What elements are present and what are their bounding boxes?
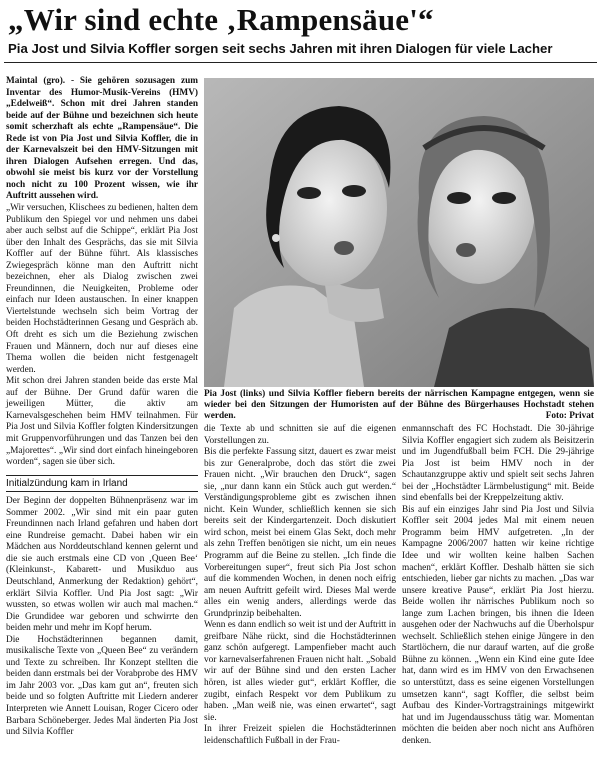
column-2 bbox=[204, 424, 396, 747]
article-photo bbox=[204, 78, 594, 387]
paragraph: In ihrer Freizeit spielen die Hochstädterinnen leidenschaftlich Fußball in der Frau- bbox=[204, 724, 396, 746]
column-1 bbox=[6, 76, 198, 739]
paragraph: Bis auf ein einziges Jahr sind Pia Jost und Silvia Koffler seit 2004 jedes Mal mit einem neuen Programm beim HMV aufgetreten. „In der Kampagne 2006/2007 hatten wir keine richtige Idee und wir wollten keine halben Sachen machen“, erklärt Koffler. Deshalb hätten sie sich entschieden, lieber gar nichts zu machen. „Das war unsere kreative Pause“, erklärt Pia Jost hierzu. Beide wollen ihr närrisches Publikum noch so lange zum Lachen bringen, bis ihnen die Ideen ausgehen oder der Nachwuchs auf die Überholspur wechselt. Schließlich stehen einige Jüngere in den Startlöchern, die nur darauf warten, auf die große Bühne zu können. „Wenn ein Kind eine gute Idee hat, dann wird es im HMV von den Erwachsenen so unterstützt, dass es seine eigenen Vorstellungen umsetzen kann“, sagt Koffler, die selbst beim Aufbau des Kinder-Vortragstrainings mitgewirkt hat und im Jugendausschuss tätig war. Momentan möchten die beiden aber noch nicht ans Aufhören denken. bbox=[402, 504, 594, 746]
paragraph: die Texte ab und schnitten sie auf die eigenen Vorstellungen zu. bbox=[204, 424, 396, 446]
header-rule bbox=[4, 62, 597, 63]
paragraph: Die Hochstädterinnen begannen damit, musikalische Texte von „Queen Bee“ zu verändern und Texte zu schreiben. Ihr Konzept stellten die beiden dann erstmals bei der Vorabprobe des HMV im Jahr 2003 vor. „Das kam gut an“, freuten sich beide und so folgten Auftritte mit Liedern anderer Interpreten wie Annett Louisan, Roger Cicero oder Barbara Schöneberger. Jedes Mal änderten Pia Jost und Silvia Koffler bbox=[6, 634, 198, 738]
paragraph: Wenn es dann endlich so weit ist und der Auftritt in greifbare Nähe rückt, sind die Hochstädterinnen ganz schön aufgeregt. Lampenfieber macht auch vor karnevalserfahrenen Frauen nicht halt. „Sobald wir auf der Bühne sind und den ersten Lacher hören, ist alles wieder gut“, erklärt Koffler, die zugibt, einfach Respekt vor dem Publikum zu haben. „Man weiß nie, was einen erwartet“, sagt sie. bbox=[204, 620, 396, 723]
paragraph: Bis die perfekte Fassung sitzt, dauert es zwar meist bis zur Generalprobe, doch das stört die zwei Frauen nicht. „Wir brauchen den Druck“, sagen sie, „nur dann kann ein Stück auch gut werden.“ Verständigungsprobleme gibt es zwischen ihnen nicht. Kein Wunder, schließlich kennen sie sich bereits seit der Kindergartenzeit. Doch diskutiert wird schon, meist bei einem Glas Sekt, doch mehr als zehn Treffen benötigen sie nicht, um ein neues Programm auf die Beine zu stellen. „Ich finde die Vorbereitungen super“, freut sich Pia Jost schon auf die kommenden Wochen, in denen noch eifrig am neuen Auftritt gefeilt wird. Dieses Mal werde alles ein wenig anders, allerdings werde das Grundprinzip beibehalten. bbox=[204, 447, 396, 619]
paragraph: Mit schon drei Jahren standen beide das erste Mal auf der Bühne. Der Grund dafür waren die jeweiligen Mütter, die aktiv am Karnevalsgeschehen beim HMV teilnahmen. Für Pia Jost und Silvia Koffler folgten Kindersitzungen mit Gruppenvorführungen und das Tanzen bei den „Majorettes“. „Wir sind dort einfach hineingeboren worden“, sagen sie über sich. bbox=[6, 376, 198, 468]
subtitle: Pia Jost und Silvia Koffler sorgen seit sechs Jahren mit ihren Dialogen für viele Lacher bbox=[8, 41, 553, 56]
photo-credit: Foto: Privat bbox=[545, 411, 594, 421]
column-3 bbox=[402, 424, 594, 747]
caption-text: Pia Jost (links) und Silvia Koffler fiebern bereits der närrischen Kampagne entgegen, wenn sie wieder bei den Sitzungen der Humoristen auf der Bühne des Bürgerhauses Hochstadt stehen werden. bbox=[204, 389, 594, 421]
photo-caption bbox=[204, 389, 594, 422]
intro-paragraph: Maintal (gro). - Sie gehören sozusagen zum Inventar des Humor-Musik-Vereins (HMV) „Edelweiß“. Schon mit drei Jahren standen beide auf der Bühne und bezeichnen sich heute somit scherzhaft als echte „Rampensäue“. Die Rede ist von Pia Jost und Silvia Koffler, die in der Karnevalszeit bei den HMV-Sitzungen mit ihren Dialogen Aufsehen erregen. Und das, obwohl sie meist bis kurz vor der Vorstellung noch nicht zu 100 Prozent wissen, wie ihr Auftritt aussehen wird. bbox=[6, 76, 198, 202]
paragraph: Der Beginn der doppelten Bühnenpräsenz war im Sommer 2002. „Wir sind mit ein paar guten Freundinnen nach Irland gefahren und haben dort eine Rundreise gemacht. Dabei haben wir ein Mädchen aus Norddeutschland kennen gelernt und die sie auch erstmals eine CD von ‚Queen Bee‘ (Kleinkunst-, Kabarett- und Musikduo aus Deutschland, Anmerkung der Redaktion) gehört“, erklärt Silvia Koffler. Und Pia Jost sagt: „Wir wussten, so etwas wollen wir auch mal machen.“ Die Grundidee war geboren und schwirrte den beiden mehr und mehr im Kopf herum. bbox=[6, 496, 198, 634]
paragraph: enmannschaft des FC Hochstadt. Die 30-jährige Silvia Koffler engagiert sich zudem als Beisitzerin und im Jugendfußball beim FCH. Die 29-jährige Pia Jost ist beim HMV noch in der Schautanzgruppe aktiv und spielt seit sechs Jahren bei der „Hochstädter Lärmbelustigung“ mit. Beide sind ebenfalls bei der Kreppelzeitung aktiv. bbox=[402, 424, 594, 504]
headline: „Wir sind echte ‚Rampensäue'“ bbox=[8, 2, 434, 37]
section-subhead: Initialzündung kam in Irland bbox=[6, 475, 198, 493]
paragraph: „Wir versuchen, Klischees zu bedienen, halten dem Publikum den Spiegel vor und nehmen uns dabei aber auch selbst auf die Schippe“, erklärt Pia Jost über den Inhalt des Gesprächs, das sie mit Silvia Koffler auf der Bühne führt. Als klassisches Zwiegespräch könne man den Auftritt nicht bezeichnen, eher als Dialog zwischen zwei Freundinnen, die Neuigkeiten, Probleme oder einfach nur Ideen austauschen. In einer knappen Viertelstunde wechseln sich beim Vortrag der beiden Hochstädterinnen Gesang und Gespräch ab. Oft dreht es sich um die Beziehung zwischen Frauen und Männern, doch nur auf dieses eine Thema wollen die beiden nicht festgenagelt werden. bbox=[6, 203, 198, 375]
photo-two-women-icon bbox=[204, 78, 594, 387]
